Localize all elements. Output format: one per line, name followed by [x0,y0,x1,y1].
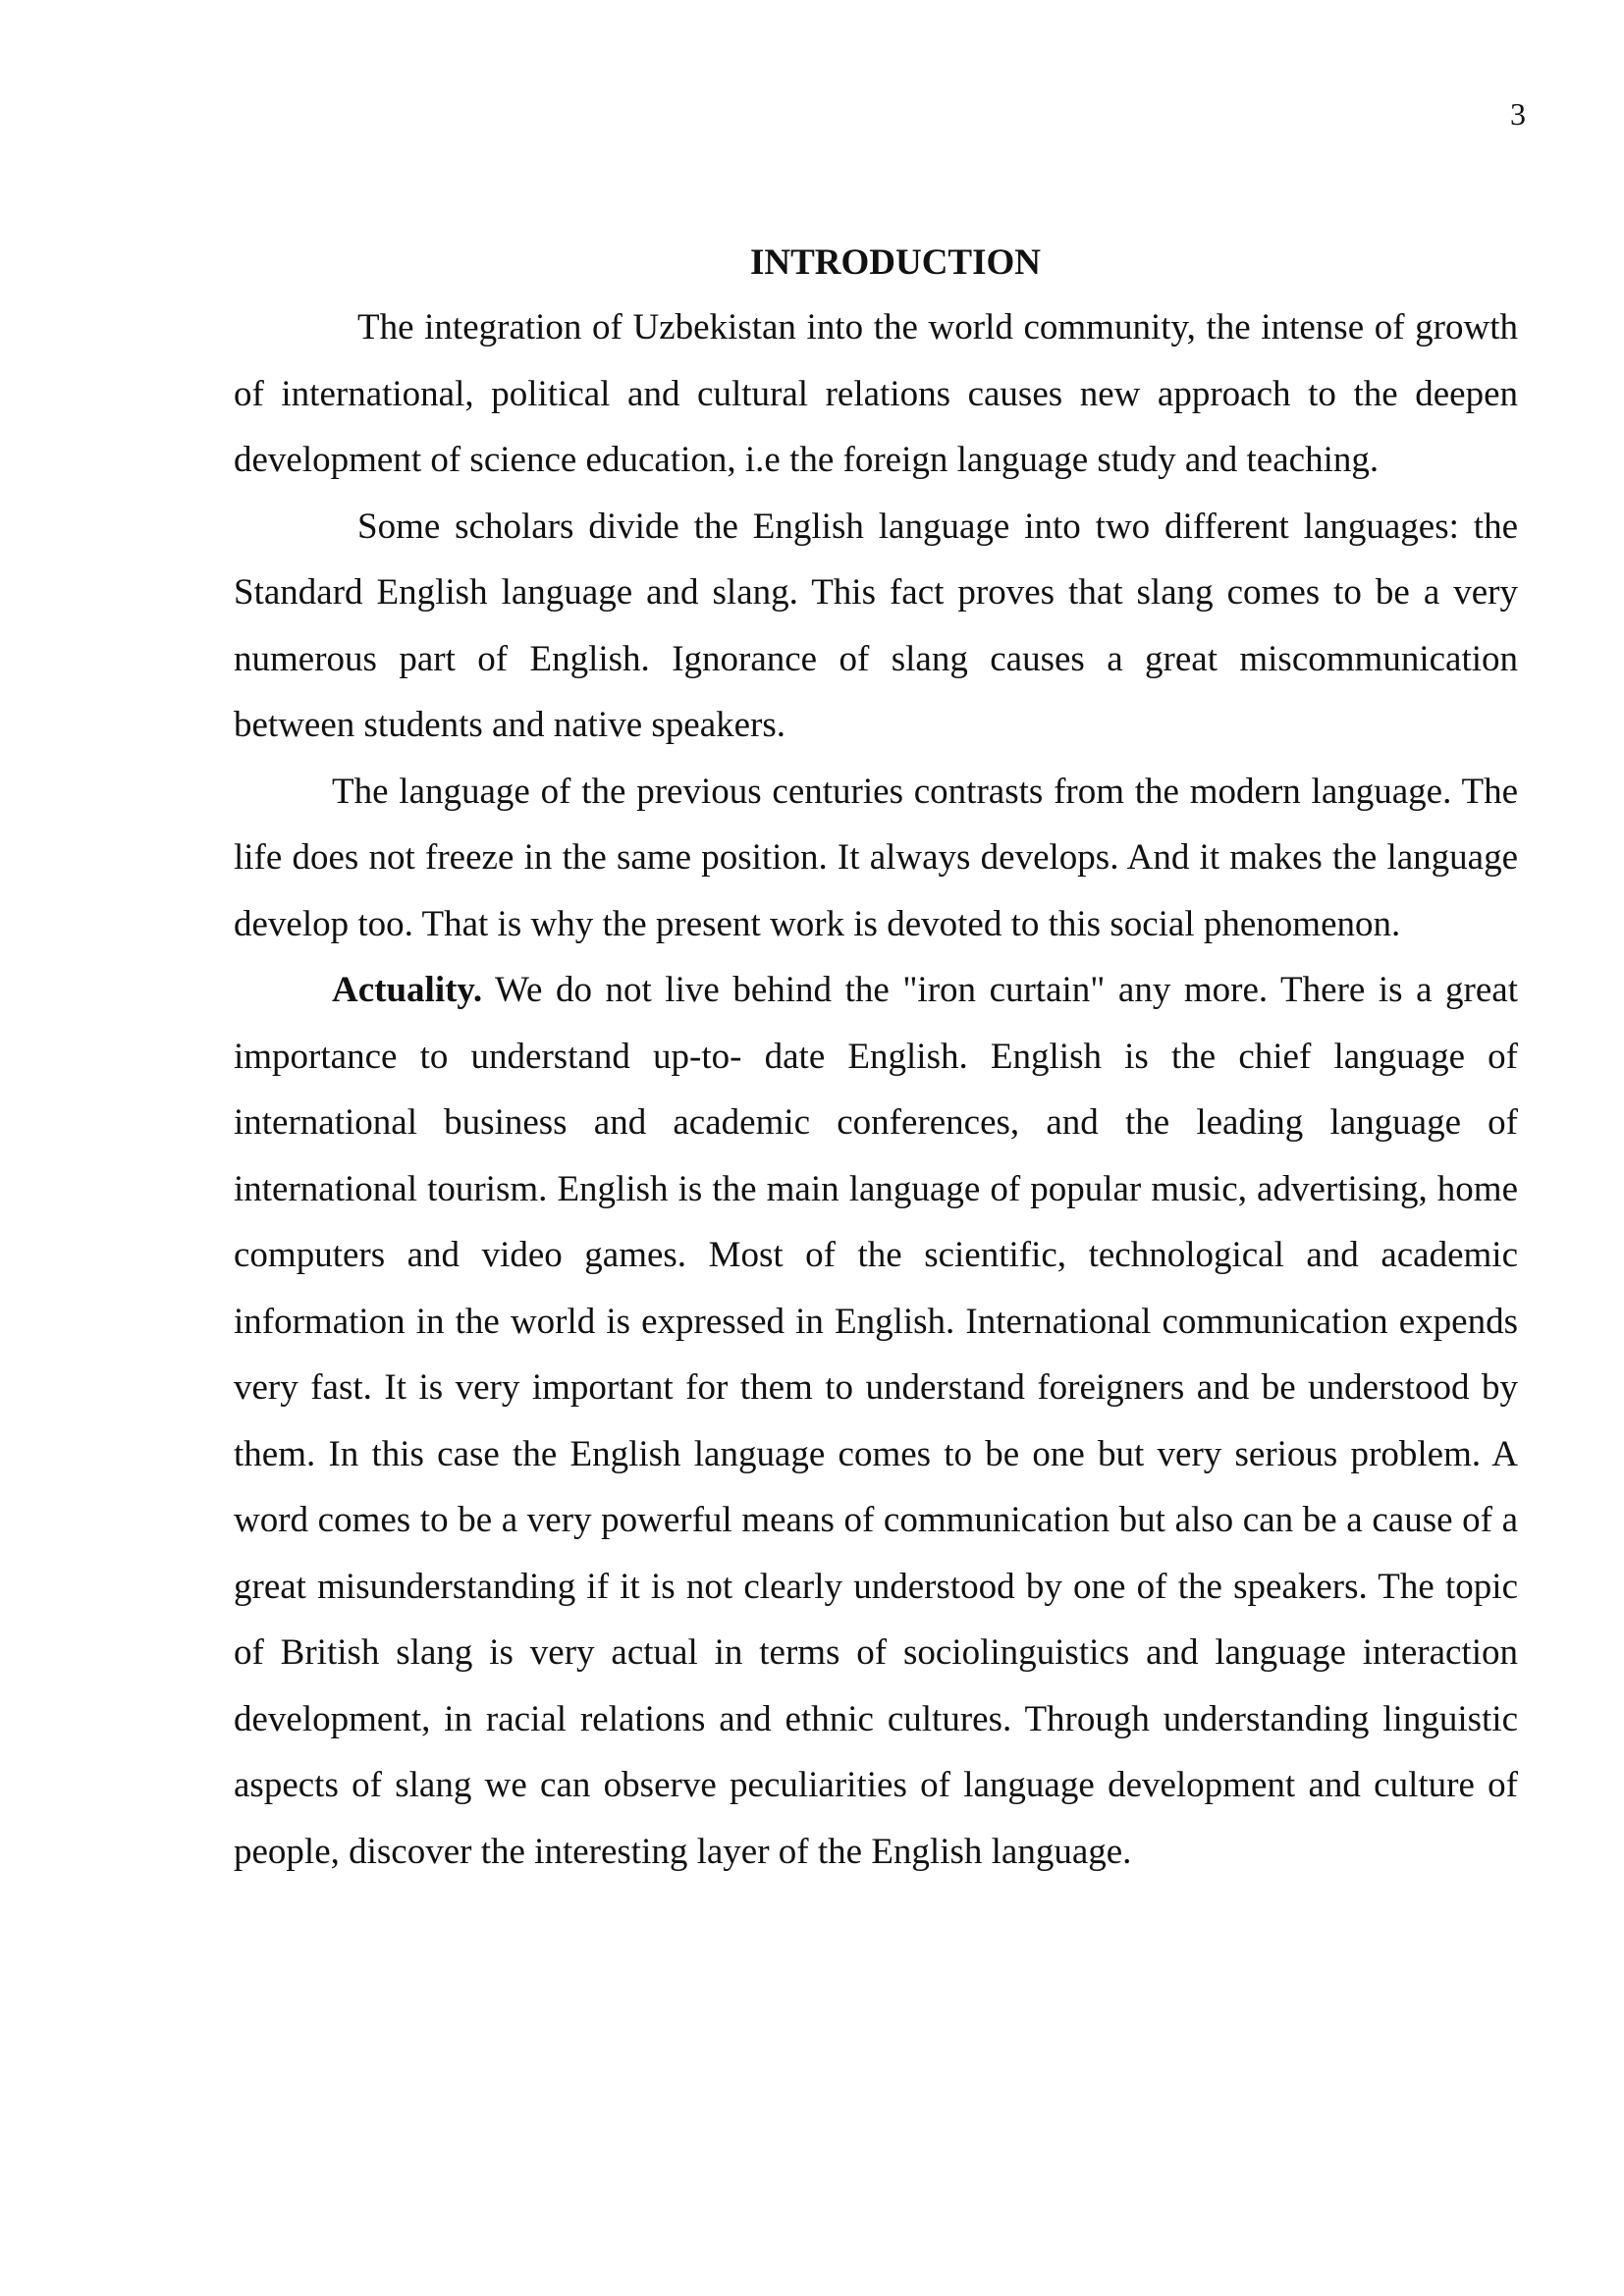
section-heading: INTRODUCTION [749,242,1042,283]
paragraph-integration: The integration of Uzbekistan into the world community, the intense of growth of international, political and cultural relations causes new approach to the deepen development of science education, i.e the foreign language study and teaching. [234,307,1518,480]
paragraph-language-change: The language of the previous centuries contrasts from the modern language. The life does not freeze in the same position. It always develops. And it makes the language develop too. That is why the present work is devoted to this social phenomenon. [234,771,1518,944]
paragraph-slang-division: Some scholars divide the English language into two different languages: the Standard English language and slang. This fact proves that slang comes to be a very numerous part of English. Ignorance of slang causes a great miscommunication between students and native speakers. [234,506,1518,745]
document-body [234,232,1518,1885]
paragraph-actuality [234,957,1518,1885]
actuality-label: Actuality. [332,970,483,1010]
actuality-text: We do not live behind the "iron curtain" any more. There is a great importance to understand up-to- date English. English is the chief language of international business and academic conferences, and the leading language of international tourism. English is the main language of popular music, advertising, home computers and video games. Most of the scientific, technological and academic information in the world is expressed in English. International communication expends very fast. It is very important for them to understand foreigners and be understood by them. In this case the English language comes to be one but very serious problem. A word comes to be a very powerful means of communication but also can be a cause of a great misunderstanding if it is not clearly understood by one of the speakers. The topic of British slang is very actual in terms of sociolinguistics and language interaction development, in racial relations and ethnic cultures. Through understanding linguistic aspects of slang we can observe peculiarities of language development and culture of people, discover the interesting layer of the English language. [234,970,1518,1872]
page-number: 3 [1510,96,1526,132]
